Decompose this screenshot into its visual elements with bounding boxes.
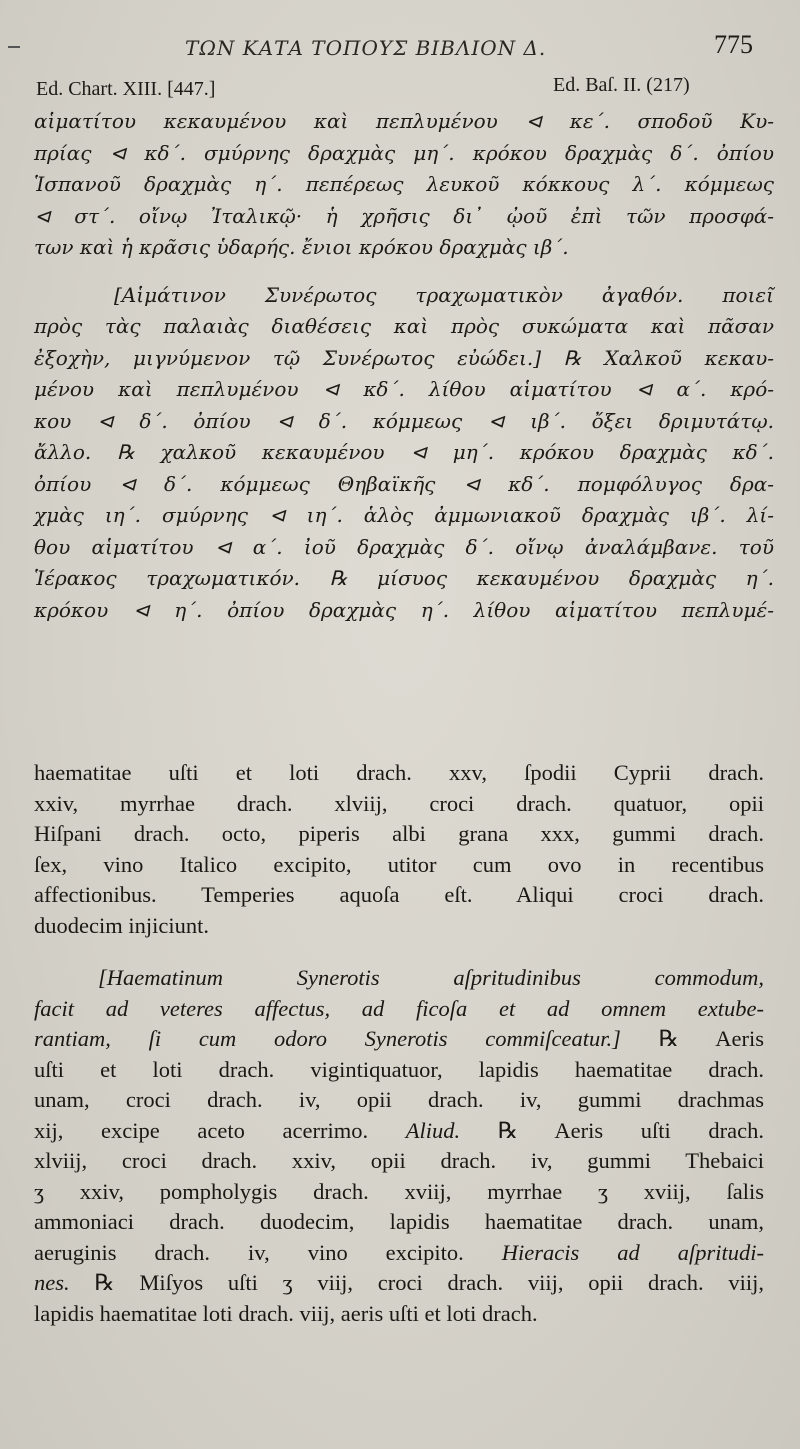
latin-line (34, 1116, 764, 1147)
latin-heading-italic: [Haematinum Synerotis aſpritudinibus commodum, (98, 965, 764, 990)
latin-line: ammoniaci drach. duodecim, lapidis haematitae drach. unam, (34, 1209, 764, 1234)
greek-line: [Αἱμάτινον Συνέρωτος τραχωματικὸν ἀγαθόν. ποιεῖ (114, 282, 774, 307)
latin-heading-italic: rantiam, ſi cum odoro Synerotis commiſceatur.] (34, 1026, 621, 1051)
latin-line: ʒ xxiv, pompholygis drach. xviij, myrrhae ʒ xviij, ſalis (34, 1178, 764, 1204)
greek-line: ἐξοχὴν, μιγνύμενον τῷ Συνέρωτος εὐώδει.] ℞ Χαλκοῦ κεκαυ- (34, 345, 774, 370)
latin-text-block (34, 758, 764, 1329)
latin-subheading: Hieracis ad aſpritudi- (501, 1239, 764, 1265)
greek-line: χμὰς ιη΄. σμύρνης ⊲ ιη΄. ἁλὸς ἀμμωνιακοῦ δραχμὰς ιβ΄. λί- (34, 503, 774, 527)
greek-line: ἄλλο. ℞ χαλκοῦ κεκαυμένου ⊲ μη΄. κρόκου δραχμὰς κδ΄. (34, 440, 774, 464)
running-title: ΤΩΝ ΚΑΤΑ ΤΟΠΟΥΣ ΒΙΒΛΙΟΝ Δ. (185, 36, 547, 60)
latin-line: Hiſpani drach. octo, piperis albi grana xxx, gummi drach. (34, 821, 764, 846)
latin-line: xlviij, croci drach. xxiv, opii drach. iv, gummi Thebaici (34, 1148, 764, 1173)
latin-subheading: Aliud. (405, 1117, 461, 1143)
latin-fragment: xij, excipe aceto acerrimo. (34, 1117, 369, 1143)
greek-paragraph-2 (34, 280, 774, 627)
latin-line (34, 994, 764, 1025)
running-head (0, 26, 800, 66)
greek-line: θου αἱματίτου ⊲ α΄. ἰοῦ δραχμὰς δ΄. οἴνῳ ἀναλάμβανε. τοῦ (34, 534, 774, 559)
latin-paragraph-2 (34, 963, 764, 1329)
latin-line: haematitae uſti et loti drach. xxv, ſpodii Cyprii drach. (34, 760, 764, 785)
greek-line: αἱματίτου κεκαυμένου καὶ πεπλυμένου ⊲ κε΄. σποδοῦ Κυ- (34, 109, 774, 133)
latin-fragment: ℞ Miſyos uſti ʒ viij, croci drach. viij, opii drach. viij, (94, 1270, 764, 1295)
margin-mark (8, 46, 20, 48)
latin-line: ſex, vino Italico excipito, utitor cum ovo in recentibus (34, 851, 764, 877)
latin-line (34, 1024, 764, 1055)
greek-line: πρίας ⊲ κδ΄. σμύρνης δραχμὰς μη΄. κρόκου δραχμὰς δ΄. ὀπίου (34, 140, 774, 165)
greek-line: των καὶ ἡ κρᾶσις ὑδαρής. ἔνιοι κρόκου δραχμὰς ιβ΄. (34, 235, 569, 259)
greek-line: ⊲ στ΄. οἴνῳ Ἰταλικῷ· ἡ χρῆσις δι᾽ ᾠοῦ ἐπὶ τῶν προσφά- (34, 203, 774, 228)
greek-line: μένου καὶ πεπλυμένου ⊲ κδ΄. λίθου αἱματίτου ⊲ α΄. κρό- (34, 377, 774, 401)
greek-line: πρὸς τὰς παλαιὰς διαθέσεις καὶ πρὸς συκώματα καὶ πᾶσαν (34, 314, 774, 338)
latin-line (34, 963, 764, 994)
latin-paragraph-1 (34, 758, 764, 941)
latin-line: affectionibus. Temperies aquoſa eſt. Aliqui croci drach. (34, 882, 764, 907)
latin-heading-italic: facit ad veteres affectus, ad ficoſa et ad omnem extube- (34, 995, 764, 1021)
latin-line: unam, croci drach. iv, opii drach. iv, gummi drachmas (34, 1087, 764, 1112)
greek-line: κου ⊲ δ΄. ὀπίου ⊲ δ΄. κόμμεως ⊲ ιβ΄. ὄξει δριμυτάτῳ. (34, 408, 774, 433)
latin-fragment: ℞ Aeris uſti drach. (497, 1117, 765, 1143)
latin-line (34, 1268, 764, 1299)
greek-text-block (34, 106, 774, 626)
greek-line: ὀπίου ⊲ δ΄. κόμμεως Θηβαϊκῆς ⊲ κδ΄. πομφόλυγος δρα- (34, 471, 774, 496)
edition-left: Ed. Chart. XIII. [447.] (36, 78, 216, 100)
latin-line (34, 1238, 764, 1269)
greek-line: κρόκου ⊲ η΄. ὀπίου δραχμὰς η΄. λίθου αἱματίτου πεπλυμέ- (34, 597, 774, 622)
greek-line: Ἱέρακος τραχωματικόν. ℞ μίσυος κεκαυμένου δραχμὰς η΄. (34, 566, 774, 590)
latin-line: duodecim injiciunt. (34, 912, 209, 938)
latin-subheading: nes. (34, 1270, 70, 1295)
edition-references (0, 74, 800, 104)
latin-fragment: ℞ Aeris (658, 1026, 764, 1051)
greek-line: Ἱσπανοῦ δραχμὰς η΄. πεπέρεως λευκοῦ κόκκους λ΄. κόμμεως (34, 172, 774, 196)
latin-line: lapidis haematitae loti drach. viij, aeris uſti et loti drach. (34, 1300, 538, 1326)
edition-right: Ed. Baſ. II. (217) (553, 74, 690, 96)
latin-fragment: aeruginis drach. iv, vino excipito. (34, 1239, 464, 1265)
latin-line: uſti et loti drach. vigintiquatuor, lapidis haematitae drach. (34, 1056, 764, 1082)
latin-line: xxiv, myrrhae drach. xlviij, croci drach. quatuor, opii (34, 790, 764, 816)
greek-paragraph-1 (34, 106, 774, 264)
page-number: 775 (714, 30, 753, 59)
